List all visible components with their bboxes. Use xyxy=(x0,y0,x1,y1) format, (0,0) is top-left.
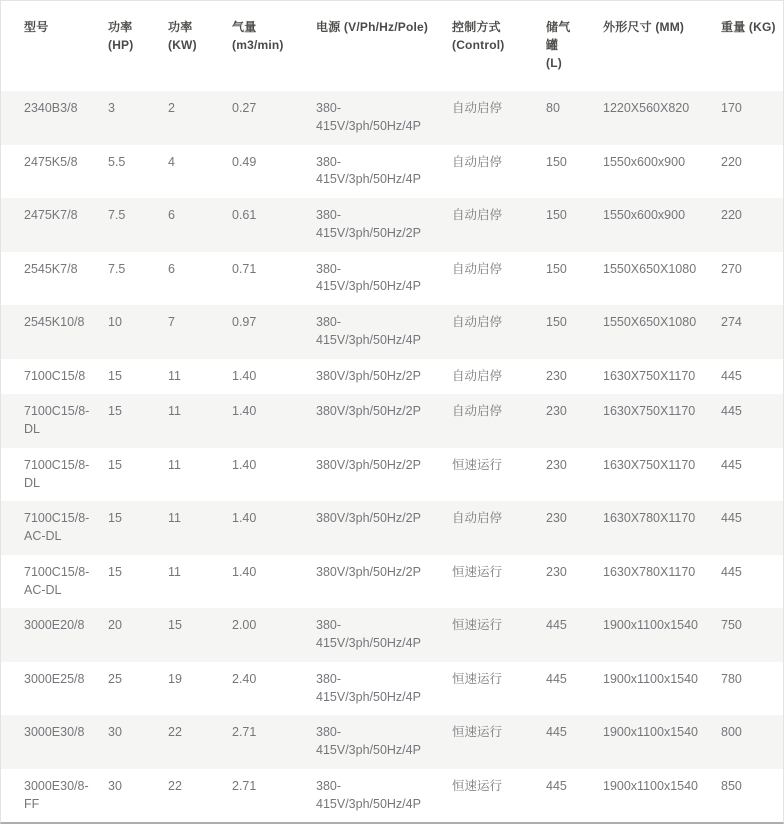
cell-hp: 7.5 xyxy=(108,261,126,276)
cell-flow: 0.97 xyxy=(232,315,257,329)
cell-dims: 1630X750X1170 xyxy=(603,368,696,383)
cell-flow: 1.40 xyxy=(232,564,257,579)
column-header-kw xyxy=(168,1,232,91)
cell-flow: 0.71 xyxy=(232,261,257,276)
cell-control: 恒速运行 xyxy=(452,457,503,472)
header-row xyxy=(1,1,784,91)
cell-weight: 170 xyxy=(721,101,742,115)
cell-kw: 6 xyxy=(168,261,175,276)
cell-hp: 7.5 xyxy=(108,208,126,222)
column-header-hp xyxy=(108,1,168,91)
cell-weight: 220 xyxy=(721,208,742,222)
column-header-control xyxy=(452,1,546,91)
column-header-model xyxy=(1,1,108,91)
cell-power: 380-415V/3ph/50Hz/4P xyxy=(316,315,421,347)
cell-weight: 445 xyxy=(721,457,742,472)
cell-hp: 20 xyxy=(108,618,122,633)
cell-dims: 1550x600x900 xyxy=(603,154,686,169)
cell-kw: 11 xyxy=(168,368,181,383)
cell-control: 自动启停 xyxy=(452,101,503,115)
table-header xyxy=(1,1,784,91)
table-row xyxy=(1,145,784,199)
cell-control: 恒速运行 xyxy=(452,725,503,740)
cell-kw: 19 xyxy=(168,671,182,686)
cell-control: 自动启停 xyxy=(452,404,503,419)
cell-kw: 6 xyxy=(168,208,175,222)
cell-dims: 1630X750X1170 xyxy=(603,457,696,472)
column-header-tank-label: 储气罐 (L) xyxy=(546,20,571,70)
cell-hp: 3 xyxy=(108,101,115,115)
cell-tank: 230 xyxy=(546,564,567,579)
column-header-control-label: 控制方式 (Control) xyxy=(452,20,505,52)
cell-weight: 750 xyxy=(721,618,742,633)
table-row xyxy=(1,769,784,823)
column-header-power-label: 电源 (V/Ph/Hz/Pole) xyxy=(316,20,429,34)
column-header-kw-label: 功率 (KW) xyxy=(168,20,197,52)
table-row xyxy=(1,305,784,359)
cell-flow: 1.40 xyxy=(232,457,257,472)
cell-power: 380V/3ph/50Hz/2P xyxy=(316,457,421,472)
cell-kw: 4 xyxy=(168,154,175,169)
cell-flow: 1.40 xyxy=(232,404,257,419)
cell-control: 恒速运行 xyxy=(452,564,503,579)
cell-model: 7100C15/8-DL xyxy=(24,404,90,436)
cell-tank: 230 xyxy=(546,404,567,419)
spec-table xyxy=(1,1,784,822)
cell-hp: 15 xyxy=(108,404,122,419)
cell-power: 380-415V/3ph/50Hz/4P xyxy=(316,778,421,811)
cell-model: 7100C15/8-DL xyxy=(24,457,90,490)
cell-dims: 1550X650X1080 xyxy=(603,261,697,276)
cell-control: 自动启停 xyxy=(452,315,503,329)
cell-dims: 1900x1100x1540 xyxy=(603,778,698,793)
table-row xyxy=(1,252,784,306)
table-row xyxy=(1,555,784,609)
cell-control: 自动启停 xyxy=(452,154,503,169)
cell-hp: 10 xyxy=(108,315,122,329)
table-row xyxy=(1,394,784,448)
cell-control: 自动启停 xyxy=(452,511,503,526)
cell-power: 380-415V/3ph/50Hz/4P xyxy=(316,261,421,294)
cell-kw: 11 xyxy=(168,457,181,472)
cell-model: 7100C15/8-AC-DL xyxy=(24,564,90,597)
cell-flow: 1.40 xyxy=(232,511,257,526)
cell-weight: 274 xyxy=(721,315,742,329)
cell-weight: 270 xyxy=(721,261,742,276)
cell-hp: 15 xyxy=(108,368,122,383)
cell-weight: 445 xyxy=(721,511,742,526)
table-row xyxy=(1,198,784,252)
cell-power: 380V/3ph/50Hz/2P xyxy=(316,564,421,579)
cell-hp: 30 xyxy=(108,778,122,793)
cell-flow: 2.71 xyxy=(232,778,257,793)
table-body xyxy=(1,91,784,822)
table-row xyxy=(1,359,784,395)
cell-model: 7100C15/8 xyxy=(24,368,86,383)
column-header-power xyxy=(316,1,452,91)
cell-kw: 11 xyxy=(168,564,181,579)
column-header-weight-label: 重量 (KG) xyxy=(721,20,776,34)
cell-dims: 1630X780X1170 xyxy=(603,564,696,579)
cell-control: 自动启停 xyxy=(452,261,503,276)
cell-control: 自动启停 xyxy=(452,368,503,383)
cell-flow: 1.40 xyxy=(232,368,257,383)
cell-power: 380V/3ph/50Hz/2P xyxy=(316,404,421,419)
cell-tank: 230 xyxy=(546,511,567,526)
cell-tank: 230 xyxy=(546,368,567,383)
column-header-weight xyxy=(721,1,784,91)
column-header-flow xyxy=(232,1,316,91)
cell-hp: 15 xyxy=(108,564,122,579)
cell-power: 380-415V/3ph/50Hz/4P xyxy=(316,618,421,650)
cell-kw: 11 xyxy=(168,511,181,526)
cell-hp: 5.5 xyxy=(108,154,126,169)
cell-tank: 445 xyxy=(546,618,567,633)
cell-kw: 22 xyxy=(168,778,182,793)
table-row xyxy=(1,662,784,716)
table-row xyxy=(1,501,784,555)
cell-dims: 1630X780X1170 xyxy=(603,511,696,526)
cell-dims: 1900x1100x1540 xyxy=(603,618,698,633)
cell-dims: 1900x1100x1540 xyxy=(603,725,698,740)
cell-power: 380-415V/3ph/50Hz/4P xyxy=(316,725,421,757)
cell-dims: 1220X560X820 xyxy=(603,101,690,115)
table-row xyxy=(1,715,784,769)
cell-control: 恒速运行 xyxy=(452,618,503,633)
cell-power: 380-415V/3ph/50Hz/2P xyxy=(316,208,421,240)
cell-tank: 445 xyxy=(546,778,567,793)
column-header-dims xyxy=(603,1,721,91)
cell-tank: 80 xyxy=(546,101,560,115)
column-header-tank xyxy=(546,1,603,91)
cell-model: 2475K5/8 xyxy=(24,154,78,169)
cell-hp: 15 xyxy=(108,511,122,526)
cell-model: 3000E20/8 xyxy=(24,618,85,633)
cell-model: 2475K7/8 xyxy=(24,208,78,222)
cell-tank: 150 xyxy=(546,154,567,169)
cell-tank: 150 xyxy=(546,261,567,276)
cell-flow: 2.71 xyxy=(232,725,257,740)
column-header-flow-label: 气量 (m3/min) xyxy=(232,20,284,52)
cell-tank: 150 xyxy=(546,208,567,222)
cell-model: 2545K10/8 xyxy=(24,315,85,329)
cell-control: 自动启停 xyxy=(452,208,503,222)
cell-hp: 30 xyxy=(108,725,122,740)
column-header-model-label: 型号 xyxy=(24,20,49,34)
cell-model: 3000E30/8-FF xyxy=(24,778,89,811)
cell-kw: 2 xyxy=(168,101,175,115)
cell-tank: 150 xyxy=(546,315,567,329)
cell-dims: 1900x1100x1540 xyxy=(603,671,698,686)
cell-weight: 445 xyxy=(721,404,742,419)
cell-weight: 780 xyxy=(721,671,742,686)
cell-weight: 850 xyxy=(721,778,742,793)
cell-kw: 15 xyxy=(168,618,182,633)
cell-tank: 445 xyxy=(546,671,567,686)
table-row xyxy=(1,91,784,145)
cell-power: 380V/3ph/50Hz/2P xyxy=(316,368,421,383)
cell-hp: 25 xyxy=(108,671,122,686)
cell-model: 2340B3/8 xyxy=(24,101,78,115)
cell-flow: 2.40 xyxy=(232,671,257,686)
cell-power: 380V/3ph/50Hz/2P xyxy=(316,511,421,526)
cell-weight: 800 xyxy=(721,725,742,740)
column-header-hp-label: 功率 (HP) xyxy=(108,20,134,52)
cell-flow: 0.49 xyxy=(232,154,257,169)
cell-model: 3000E30/8 xyxy=(24,725,85,740)
cell-dims: 1550x600x900 xyxy=(603,208,686,222)
column-header-dims-label: 外形尺寸 (MM) xyxy=(603,20,685,34)
cell-weight: 445 xyxy=(721,564,742,579)
cell-flow: 2.00 xyxy=(232,618,257,633)
cell-dims: 1550X650X1080 xyxy=(603,315,697,329)
cell-power: 380-415V/3ph/50Hz/4P xyxy=(316,671,421,704)
cell-control: 恒速运行 xyxy=(452,778,503,793)
cell-weight: 445 xyxy=(721,368,742,383)
cell-kw: 7 xyxy=(168,315,175,329)
table-row xyxy=(1,608,784,662)
cell-hp: 15 xyxy=(108,457,122,472)
cell-kw: 11 xyxy=(168,404,181,419)
cell-model: 2545K7/8 xyxy=(24,261,78,276)
cell-model: 3000E25/8 xyxy=(24,671,85,686)
cell-model: 7100C15/8-AC-DL xyxy=(24,511,90,543)
cell-tank: 445 xyxy=(546,725,567,740)
cell-kw: 22 xyxy=(168,725,182,740)
cell-power: 380-415V/3ph/50Hz/4P xyxy=(316,154,421,187)
cell-flow: 0.61 xyxy=(232,208,257,222)
cell-tank: 230 xyxy=(546,457,567,472)
cell-power: 380-415V/3ph/50Hz/4P xyxy=(316,101,421,133)
cell-flow: 0.27 xyxy=(232,101,257,115)
cell-weight: 220 xyxy=(721,154,742,169)
cell-control: 恒速运行 xyxy=(452,671,503,686)
cell-dims: 1630X750X1170 xyxy=(603,404,696,419)
table-row xyxy=(1,448,784,502)
